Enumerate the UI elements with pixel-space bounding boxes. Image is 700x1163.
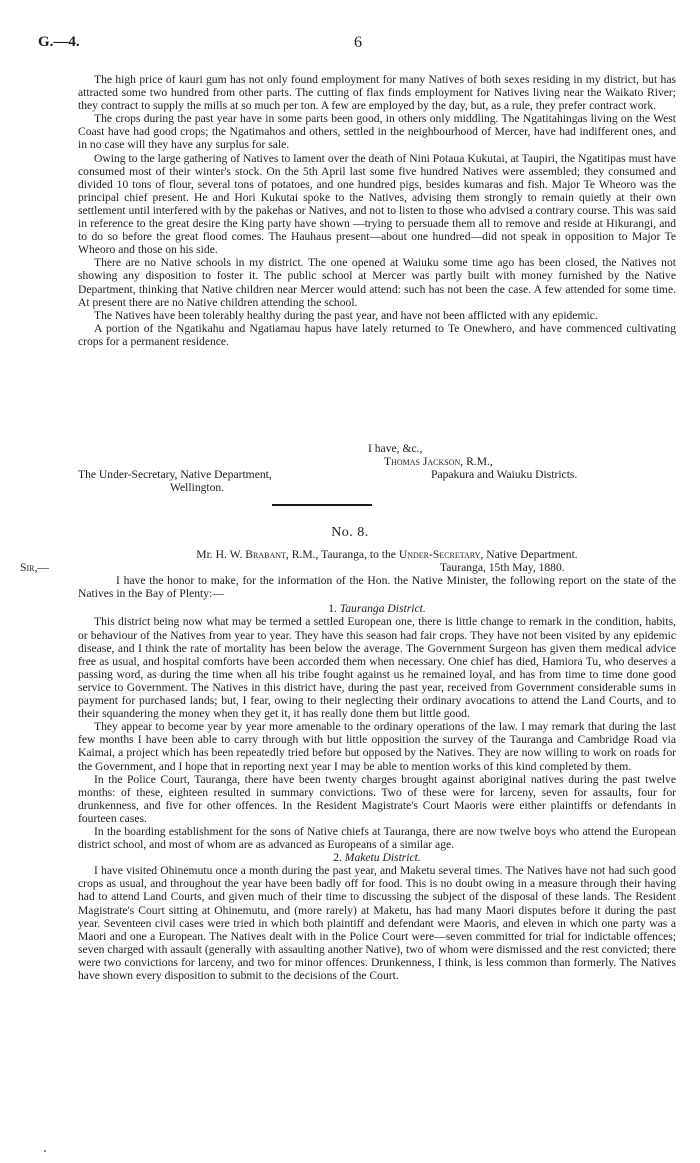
paragraph: The Natives have been tolerably healthy during the past year, and have not been afflicted with any epidemic.	[94, 308, 598, 322]
title-prefix: Mr. H. W.	[196, 548, 243, 561]
document-reference: G.—4.	[38, 34, 80, 50]
page-number: 6	[354, 34, 362, 51]
letter-1-body	[78, 73, 676, 348]
section-title: Maketu District.	[344, 851, 421, 865]
paragraph: I have visited Ohinemutu once a month during the past year, and Maketu several times. The Natives have not had such good crops as usual, and throughout the year have been badly off for food. This is no doubt owing in a measure through their having had to attend Land Courts, and given much of their time to discussing the subject of the disposal of these lands. The Resident Magistrate's Court sitting at Ohinemutu, and (more rarely) at Maketu, has had many Maori disputes before it during the past year. Seventeen civil cases were tried in which both plaintiff and defendant were Maoris, and eleven in which one party was a Maori and one a European. The Natives dealt with in the Police Court were—seven committed for trial for indictable offences; seven charged with assault (generally with assaulting another Native), two of whom were dismissed and the rest convicted; there were two convictions for larceny, and two for minor offences. Drunkenness, I think, is less common than formerly. The Natives have shown every disposition to submit to the decisions of the Court.	[78, 864, 676, 982]
salutation: Sir,—	[20, 561, 49, 575]
signatory-districts: Papakura and Waiuku Districts.	[431, 468, 578, 482]
paragraph: The crops during the past year have in some parts been good, in others only middling. The Ngatitahingas living on the West Coast have had good crops; the Ngatimahos and others, settled in the neighbourhood of Mercer, have had indifferent ones, and in no case will they have any surplus for sale.	[78, 112, 676, 152]
title-middle: , R.M., Tauranga, to the	[285, 548, 396, 561]
letter-2-body	[20, 548, 676, 982]
section-divider	[272, 504, 372, 506]
section-2-heading	[78, 851, 676, 864]
title-suffix: , Native Department.	[480, 548, 578, 561]
paragraph: In the Police Court, Tauranga, there have been twenty charges brought against aboriginal natives during the past twelve months: of these, eighteen resulted in summary convictions. Two of these were for larceny, seven for assaults, four for drunkenness, and five for other offences. In the Resident Magistrate's Court Maoris were either plaintiffs or defendants in fourteen cases.	[78, 772, 676, 825]
addressee-place: Wellington.	[170, 481, 225, 495]
paragraph: They appear to become year by year more amenable to the ordinary operations of the law. I may remark that during the last few months I have been able to carry through with but little opposition the survey of the Tauranga and Cambridge Road via Kaimai, a project which has been repeatedly tried before but opposed by the Natives. They are now willing to work on roads for the Government, and I hope that in reporting next year I may be able to mention works of this kind completed by them.	[78, 720, 676, 773]
closing: I have, &c.,	[368, 442, 423, 455]
paragraph: There are no Native schools in my district. The one opened at Waiuku some time ago has been closed, the Natives not showing any disposition to foster it. The public school at Mercer was partly built with money furnished by the Native Department, thinking that Native children near Mercer would attend: such has not been the case. A few attended for some time. At present there are no Native children attending the school.	[78, 256, 676, 309]
paragraph: This district being now what may be termed a settled European one, there is little change to remark in the condition, habits, or behaviour of the Natives from year to year. They have this season had fair crops. They have not been visited by any epidemic disease, and I think the rate of mortality has been below the average. The Government Surgeon has given them medical advice free as usual, and hospital comforts have been accorded them when necessary. One chief has died, Hamiora Tu, who deserves a passing word, as during the time when all his tribe fought against us he remained loyal, and has from time to time done good service to Government. The Natives in this district have, during the past year, received from Government considerable sums in payment for purchased lands; but, I fear, owing to their neglecting their ordinary avocations to attend the Land Courts, and to their squandering the money when they get it, it has really done them but little good.	[78, 615, 676, 721]
letter-number: No. 8.	[331, 525, 369, 540]
place-date: Tauranga, 15th May, 1880.	[440, 561, 565, 575]
paragraph: A portion of the Ngatikahu and Ngatiamau hapus have lately returned to Te Onewhero, and have commenced cultivating crops for a permanent residence.	[78, 321, 676, 348]
intro-paragraph: I have the honor to make, for the information of the Hon. the Native Minister, the following report on the state of the Natives in the Bay of Plenty:—	[78, 574, 676, 601]
paragraph: Owing to the large gathering of Natives to lament over the death of Nini Potaua Kukutai, at Taupiri, the Ngatitipas must have consumed most of their winter's stock. On the 5th April last some five hundred Natives were assembled; they consumed and divided 10 tons of flour, several tons of potatoes, and one hundred pigs, besides kumaras and fish. Major Te Wheoro was the principal chief present. He and Hori Kukutai spoke to the Natives, advising them strongly to remain quietly at their own settlement until interfered with by the pakehas or Natives, and not to listen to those who advised a contrary course. This was said in reference to the great desire the King party have shown —trying to persuade them all to remove and reside at Hikurangi, and to do so before the great flood comes. The Hauhaus present—about one hundred—did not speak in opposition to Major Te Wheoro and those on his side.	[78, 151, 677, 257]
paragraph: The high price of kauri gum has not only found employment for many Natives of both sexes residing in my district, but has attracted some two hundred from other parts. The cutting of flax finds employment for Natives living near the Waikato River; they contract to supply the mills at so much per ton. A few are employed by the day, but, as a rule, they prefer contract work.	[78, 73, 676, 113]
recipient-office: Under-Secretary	[398, 548, 481, 561]
addressee: The Under-Secretary, Native Department,	[78, 468, 272, 482]
section-number: 1.	[328, 602, 337, 616]
page-header	[38, 36, 662, 56]
section-title: Tauranga District.	[339, 602, 426, 616]
section-number: 2.	[333, 851, 342, 865]
signatory: Thomas Jackson, R.M.,	[384, 455, 493, 469]
letter-1-signature	[78, 442, 676, 494]
salutation-line	[20, 561, 676, 574]
letter-title	[78, 548, 676, 561]
sender-name: Brabant	[245, 548, 286, 561]
section-1-heading	[78, 602, 676, 615]
paragraph: In the boarding establishment for the sons of Native chiefs at Tauranga, there are now twelve boys who attend the European district school, and most of whom are as advanced as Europeans of a similar age.	[78, 824, 676, 852]
scan-speck	[44, 1150, 46, 1152]
